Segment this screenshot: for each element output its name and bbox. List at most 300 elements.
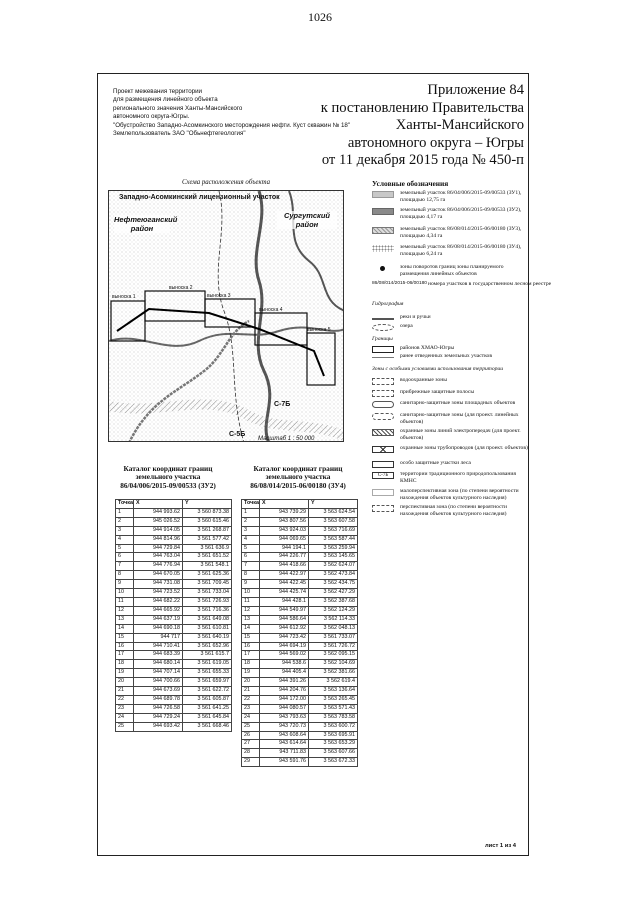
legend-text: земельный участок 86/08/014/2015-06/00180 (ЗУ4), площадью 6,24 га (400, 244, 522, 257)
table-row (116, 651, 232, 660)
table-row (242, 687, 358, 696)
point-number-cell: 1 (116, 508, 134, 517)
table-row (242, 722, 358, 731)
dotted-fill-icon (372, 227, 394, 234)
point-number-cell: 18 (116, 660, 134, 669)
point-number-cell: 2 (116, 517, 134, 526)
y-coordinate-cell: 3 563 607.66 (309, 749, 358, 758)
x-coordinate-cell: 944 418.66 (260, 562, 309, 571)
point-number-cell: 8 (116, 571, 134, 580)
y-coordinate-cell: 3 561 625.36 (183, 571, 232, 580)
lake-outline-icon (372, 324, 394, 331)
y-coordinate-cell: 3 563 600.72 (309, 722, 358, 731)
table-row (242, 562, 358, 571)
y-coordinate-cell: 3 561 668.46 (183, 722, 232, 731)
legend-text: охранные зоны линий электропередач (для проект. объектов) (400, 428, 521, 441)
point-number-cell: 4 (116, 535, 134, 544)
table-row (116, 544, 232, 553)
x-coordinate-cell: 944 080.57 (260, 704, 309, 713)
point-number-cell: 25 (116, 722, 134, 731)
x-coordinate-cell: 943 614.64 (260, 740, 309, 749)
point-number-cell: 9 (242, 580, 260, 589)
table-row (116, 517, 232, 526)
legend-text: прибрежные защитные полосы (400, 389, 475, 395)
table-row (242, 704, 358, 713)
callout-label: выноска 2 (169, 285, 193, 291)
table-row (242, 606, 358, 615)
catalog-title-line: Каталог координат границ (123, 464, 213, 473)
legend-text: Границы (372, 336, 393, 342)
x-coordinate-cell: 944 682.22 (134, 597, 183, 606)
table-row (242, 758, 358, 767)
catalog-title-line: земельного участка (135, 472, 201, 482)
appendix-line: Ханты-Мансийского (395, 117, 524, 133)
x-coordinate-cell: 944 731.08 (134, 580, 183, 589)
table-row (242, 749, 358, 758)
legend-text: зоны поворотов границ зоны планируемого размещения линейных объектов (400, 264, 504, 277)
point-number-cell: 3 (116, 526, 134, 535)
cross-box-icon (372, 446, 394, 453)
dark-gray-fill-icon (372, 208, 394, 215)
lot-code-label: 86/08/014/2015-06/00180 (372, 281, 427, 286)
point-number-cell: 11 (116, 597, 134, 606)
x-coordinate-cell: 944 726.58 (134, 704, 183, 713)
project-line: для размещения линейного объекта (113, 96, 218, 104)
x-coordinate-cell: 944 707.14 (134, 669, 183, 678)
point-number-cell: 5 (242, 544, 260, 553)
table-row (242, 695, 358, 704)
point-number-cell: 10 (116, 589, 134, 598)
x-coordinate-cell: 944 700.66 (134, 678, 183, 687)
point-number-cell: 13 (116, 615, 134, 624)
point-number-cell: 25 (242, 722, 260, 731)
y-coordinate-cell: 3 562 427.29 (309, 589, 358, 598)
project-line: "Обустройство Западно-Асомкинского месторождения нефти. Куст скважин № 18" (113, 121, 351, 129)
y-coordinate-cell: 3 561 605.87 (183, 695, 232, 704)
hatched-box-icon (372, 429, 394, 436)
x-coordinate-cell: 943 711.83 (260, 749, 309, 758)
label-box-icon: С-7Б (372, 472, 394, 479)
point-number-cell: 27 (242, 740, 260, 749)
x-coordinate-cell: 944 680.14 (134, 660, 183, 669)
table-row (242, 544, 358, 553)
column-header: Y (183, 500, 232, 509)
legend-text: Гидрография (372, 301, 404, 307)
table-row (242, 642, 358, 651)
x-coordinate-cell: 945 026.52 (134, 517, 183, 526)
light-gray-fill-icon (372, 191, 394, 198)
y-coordinate-cell: 3 563 624.54 (309, 508, 358, 517)
table-row (242, 713, 358, 722)
x-coordinate-cell: 944 693.42 (134, 722, 183, 731)
y-coordinate-cell: 3 561 615.7 (183, 651, 232, 660)
x-coordinate-cell: 944 683.39 (134, 651, 183, 660)
x-coordinate-cell: 944 694.19 (260, 642, 309, 651)
y-coordinate-cell: 3 561 716.36 (183, 606, 232, 615)
x-coordinate-cell: 944 422.45 (260, 580, 309, 589)
page-number: 1026 (308, 10, 332, 24)
y-coordinate-cell: 3 562 095.15 (309, 651, 358, 660)
district-boundary-icon (372, 346, 394, 353)
point-number-cell: 12 (116, 606, 134, 615)
catalog-title-line: земельного участка (265, 472, 331, 482)
point-number-cell: 28 (242, 749, 260, 758)
x-coordinate-cell: 944 194.1 (260, 544, 309, 553)
x-coordinate-cell: 944 422.97 (260, 571, 309, 580)
y-coordinate-cell: 3 561 577.42 (183, 535, 232, 544)
table-row (116, 722, 232, 731)
y-coordinate-cell: 3 560 873.38 (183, 508, 232, 517)
license-area-label: Западно-Асомкинский лицензионный участок (119, 194, 280, 201)
y-coordinate-cell: 3 561 651.52 (183, 553, 232, 562)
y-coordinate-cell: 3 563 587.44 (309, 535, 358, 544)
table-row (242, 526, 358, 535)
y-coordinate-cell: 3 562 387.68 (309, 597, 358, 606)
sparse-dot-fill-icon (372, 245, 394, 252)
table-row (116, 704, 232, 713)
point-number-cell: 16 (242, 642, 260, 651)
callout-label: выноска 1 (112, 294, 136, 300)
table-row (242, 571, 358, 580)
point-number-cell: 19 (116, 669, 134, 678)
y-coordinate-cell: 3 561 641.25 (183, 704, 232, 713)
y-coordinate-cell: 3 563 259.94 (309, 544, 358, 553)
table-row (116, 615, 232, 624)
table-row (116, 633, 232, 642)
catalog-left-table (115, 499, 232, 732)
y-coordinate-cell: 3 563 607.58 (309, 517, 358, 526)
y-coordinate-cell: 3 562 473.84 (309, 571, 358, 580)
x-coordinate-cell: 944 405.4 (260, 669, 309, 678)
y-coordinate-cell: 3 563 145.65 (309, 553, 358, 562)
column-header: X (134, 500, 183, 509)
rounded-dashed-box-icon (372, 413, 394, 420)
x-coordinate-cell: 944 612.92 (260, 624, 309, 633)
rounded-box-icon (372, 401, 394, 408)
x-coordinate-cell: 944 993.62 (134, 508, 183, 517)
x-coordinate-cell: 944 549.97 (260, 606, 309, 615)
y-coordinate-cell: 3 561 733.07 (309, 633, 358, 642)
table-header-row (242, 500, 358, 509)
legend-text: малоперспективная зона (по степени вероятности нахождения объектов культурного наследия) (400, 488, 519, 501)
y-coordinate-cell: 3 562 624.07 (309, 562, 358, 571)
point-number-cell: 17 (116, 651, 134, 660)
point-number-cell: 16 (116, 642, 134, 651)
point-number-cell: 21 (116, 687, 134, 696)
table-row (242, 660, 358, 669)
catalog-title-line: 86/08/014/2015-06/00180 (ЗУ4) (250, 480, 346, 490)
point-number-cell: 3 (242, 526, 260, 535)
dashed-box-icon (372, 505, 394, 512)
column-header: Y (309, 500, 358, 509)
dot-marker-icon (380, 266, 385, 271)
y-coordinate-cell: 3 561 659.97 (183, 678, 232, 687)
catalog-right-title (238, 465, 358, 490)
y-coordinate-cell: 3 562 124.29 (309, 606, 358, 615)
point-number-cell: 23 (242, 704, 260, 713)
appendix-line: автономного округа – Югры (347, 134, 524, 151)
point-number-cell: 14 (116, 624, 134, 633)
x-coordinate-cell: 944 391.26 (260, 678, 309, 687)
point-number-cell: 21 (242, 687, 260, 696)
y-coordinate-cell: 3 563 136.64 (309, 687, 358, 696)
x-coordinate-cell: 944 425.74 (260, 589, 309, 598)
y-coordinate-cell: 3 561 622.72 (183, 687, 232, 696)
table-row (116, 535, 232, 544)
point-number-cell: 24 (242, 713, 260, 722)
x-coordinate-cell: 944 717 (134, 633, 183, 642)
point-number-cell: 24 (116, 713, 134, 722)
legend-text: перспективная зона (по степени вероятности нахождения объектов культурного наследия) (400, 504, 508, 517)
point-number-cell: 20 (116, 678, 134, 687)
point-number-cell: 5 (116, 544, 134, 553)
x-coordinate-cell: 943 924.03 (260, 526, 309, 535)
catalog-left-title (108, 465, 228, 490)
table-row (116, 660, 232, 669)
y-coordinate-cell: 3 563 695.91 (309, 731, 358, 740)
point-number-cell: 6 (242, 553, 260, 562)
appendix-line: к постановлению Правительства (320, 99, 524, 116)
appendix-line: Приложение 84 (427, 82, 524, 98)
table-row (116, 597, 232, 606)
point-number-cell: 15 (242, 633, 260, 642)
catalog-title-line: Каталог координат границ (253, 464, 343, 473)
y-coordinate-cell: 3 562 048.13 (309, 624, 358, 633)
table-row (242, 731, 358, 740)
point-number-cell: 4 (242, 535, 260, 544)
point-number-cell: 18 (242, 660, 260, 669)
x-coordinate-cell: 944 172.00 (260, 695, 309, 704)
legend-text: номера участков в государственном лесном реестре (428, 281, 552, 287)
table-row (242, 669, 358, 678)
road-label: С-5Б (229, 431, 246, 438)
road-label: С-7Б (274, 401, 291, 408)
x-coordinate-cell: 943 608.64 (260, 731, 309, 740)
table-row (116, 580, 232, 589)
sheet-label: лист 1 из 4 (485, 843, 517, 849)
x-coordinate-cell: 944 428.1 (260, 597, 309, 606)
y-coordinate-cell: 3 562 619.4 (309, 678, 358, 687)
table-row (242, 651, 358, 660)
x-coordinate-cell: 944 914.05 (134, 526, 183, 535)
point-number-cell: 7 (116, 562, 134, 571)
x-coordinate-cell: 944 729.84 (134, 544, 183, 553)
x-coordinate-cell: 944 763.04 (134, 553, 183, 562)
table-row (242, 517, 358, 526)
point-number-cell: 8 (242, 571, 260, 580)
x-coordinate-cell: 943 591.76 (260, 758, 309, 767)
y-coordinate-cell: 3 561 640.19 (183, 633, 232, 642)
legend-text: Зоны с особыми условиями использования территории (372, 366, 504, 372)
x-coordinate-cell: 943 720.73 (260, 722, 309, 731)
y-coordinate-cell: 3 561 268.87 (183, 526, 232, 535)
table-row (116, 589, 232, 598)
x-coordinate-cell: 944 689.78 (134, 695, 183, 704)
point-number-cell: 13 (242, 615, 260, 624)
catalog-title-line: 86/04/006/2015-09/00533 (ЗУ2) (120, 480, 216, 490)
table-header-row (116, 500, 232, 509)
legend-text: водоохранные зоны (400, 377, 447, 383)
district-label: Нефтеюганский район (114, 215, 178, 233)
column-header: X (260, 500, 309, 509)
table-row (116, 553, 232, 562)
project-line: Землепользователь ЗАО "Обьнефтегеология" (113, 130, 246, 138)
y-coordinate-cell: 3 561 726.93 (183, 597, 232, 606)
blank-box-icon (372, 489, 394, 496)
x-coordinate-cell: 944 814.96 (134, 535, 183, 544)
y-coordinate-cell: 3 561 610.81 (183, 624, 232, 633)
table-row (242, 615, 358, 624)
table-row (242, 553, 358, 562)
callout-label: выноска 5 (307, 327, 331, 333)
x-coordinate-cell: 944 586.64 (260, 615, 309, 624)
column-header: Точка (116, 500, 134, 509)
x-coordinate-cell: 944 204.76 (260, 687, 309, 696)
x-coordinate-cell: 944 069.65 (260, 535, 309, 544)
catalog-right-table (241, 499, 358, 767)
x-coordinate-cell: 944 665.92 (134, 606, 183, 615)
table-row (242, 589, 358, 598)
legend-text: земельный участок 86/04/006/2015-09/00533 (ЗУ1), площадью 12,75 га (400, 190, 522, 203)
y-coordinate-cell: 3 563 716.69 (309, 526, 358, 535)
point-number-cell: 26 (242, 731, 260, 740)
table-row (116, 669, 232, 678)
table-row (116, 508, 232, 517)
x-coordinate-cell: 944 226.77 (260, 553, 309, 562)
y-coordinate-cell: 3 562 381.66 (309, 669, 358, 678)
legend-text: земельный участок 86/04/006/2015-09/00533 (ЗУ2), площадью 4,17 га (400, 207, 522, 220)
table-row (116, 713, 232, 722)
table-row (242, 624, 358, 633)
x-coordinate-cell: 944 673.69 (134, 687, 183, 696)
table-row (242, 580, 358, 589)
y-coordinate-cell: 3 563 672.33 (309, 758, 358, 767)
x-coordinate-cell: 944 723.42 (260, 633, 309, 642)
point-number-cell: 12 (242, 606, 260, 615)
table-row (116, 562, 232, 571)
legend-text: особо защитные участки леса (400, 460, 471, 466)
point-number-cell: 15 (116, 633, 134, 642)
point-number-cell: 7 (242, 562, 260, 571)
district-label: Сургутский район (277, 211, 337, 229)
y-coordinate-cell: 3 563 653.29 (309, 740, 358, 749)
x-coordinate-cell: 944 710.41 (134, 642, 183, 651)
y-coordinate-cell: 3 561 649.08 (183, 615, 232, 624)
point-number-cell: 11 (242, 597, 260, 606)
location-map (108, 190, 344, 442)
y-coordinate-cell: 3 560 615.46 (183, 517, 232, 526)
y-coordinate-cell: 3 562 114.33 (309, 615, 358, 624)
point-number-cell: 23 (116, 704, 134, 713)
x-coordinate-cell: 944 776.94 (134, 562, 183, 571)
legend-text: озера (400, 323, 413, 329)
point-number-cell: 6 (116, 553, 134, 562)
x-coordinate-cell: 944 569.02 (260, 651, 309, 660)
y-coordinate-cell: 3 563 265.45 (309, 695, 358, 704)
y-coordinate-cell: 3 561 645.84 (183, 713, 232, 722)
callout-label: выноска 3 (207, 293, 231, 299)
point-number-cell: 19 (242, 669, 260, 678)
point-number-cell: 17 (242, 651, 260, 660)
y-coordinate-cell: 3 561 726.72 (309, 642, 358, 651)
point-number-cell: 10 (242, 589, 260, 598)
point-number-cell: 14 (242, 624, 260, 633)
river-line-icon (372, 318, 394, 320)
appendix-heading (224, 82, 524, 170)
table-row (242, 633, 358, 642)
table-row (116, 624, 232, 633)
y-coordinate-cell: 3 561 733.04 (183, 589, 232, 598)
y-coordinate-cell: 3 563 571.43 (309, 704, 358, 713)
table-row (116, 571, 232, 580)
y-coordinate-cell: 3 561 619.05 (183, 660, 232, 669)
dashed-box-icon (372, 378, 394, 385)
callout-label: выноска 4 (259, 307, 283, 313)
table-row (242, 740, 358, 749)
appendix-line: от 11 декабря 2015 года № 450-п (321, 152, 524, 168)
table-row (116, 695, 232, 704)
point-number-cell: 2 (242, 517, 260, 526)
x-coordinate-cell: 943 793.63 (260, 713, 309, 722)
table-row (116, 606, 232, 615)
project-line: регионального значения Ханты-Мансийского (113, 104, 243, 112)
point-number-cell: 29 (242, 758, 260, 767)
y-coordinate-cell: 3 561 652.96 (183, 642, 232, 651)
legend-text: реки и ручьи (400, 314, 431, 320)
legend-text: санитарно-защитные зоны площадных объектов (400, 400, 516, 406)
legend-text: охранные зоны трубопроводов (для проект. объектов) (400, 445, 528, 451)
legend-text: ранее отведенных земельных участков (400, 353, 492, 359)
table-row (242, 678, 358, 687)
map-title: Схема расположения объекта (181, 179, 270, 186)
table-row (242, 508, 358, 517)
point-number-cell: 20 (242, 678, 260, 687)
y-coordinate-cell: 3 563 783.58 (309, 713, 358, 722)
x-coordinate-cell: 944 670.05 (134, 571, 183, 580)
x-coordinate-cell: 943 739.29 (260, 508, 309, 517)
y-coordinate-cell: 3 561 655.33 (183, 669, 232, 678)
legend-title: Условные обозначения (372, 179, 449, 188)
point-number-cell: 22 (116, 695, 134, 704)
x-coordinate-cell: 944 723.52 (134, 589, 183, 598)
y-coordinate-cell: 3 562 104.69 (309, 660, 358, 669)
plain-box-icon (372, 461, 394, 468)
table-row (242, 597, 358, 606)
column-header: Точка (242, 500, 260, 509)
y-coordinate-cell: 3 561 636.9 (183, 544, 232, 553)
x-coordinate-cell: 944 690.18 (134, 624, 183, 633)
table-row (242, 535, 358, 544)
point-number-cell: 9 (116, 580, 134, 589)
y-coordinate-cell: 3 562 434.75 (309, 580, 358, 589)
legend-text: территории традиционного природопользования КМНС (400, 471, 516, 484)
project-line: Проект межевания территории (113, 88, 203, 95)
point-number-cell: 1 (242, 508, 260, 517)
legend-text: земельный участок 86/08/014/2015-06/00180 (ЗУ3), площадью 4,34 га (400, 226, 522, 239)
table-row (116, 678, 232, 687)
legend-text: санитарно-защитные зоны (для проект. линейных объектов) (400, 412, 519, 425)
legend-text: районов ХМАО-Югры (400, 345, 455, 351)
project-line: автономного округа-Югры. (113, 113, 190, 121)
x-coordinate-cell: 944 637.19 (134, 615, 183, 624)
x-coordinate-cell: 944 729.24 (134, 713, 183, 722)
y-coordinate-cell: 3 561 548.1 (183, 562, 232, 571)
table-row (116, 642, 232, 651)
dashed-box-icon (372, 390, 394, 397)
y-coordinate-cell: 3 561 709.45 (183, 580, 232, 589)
x-coordinate-cell: 943 807.56 (260, 517, 309, 526)
thin-line-icon (372, 357, 394, 358)
